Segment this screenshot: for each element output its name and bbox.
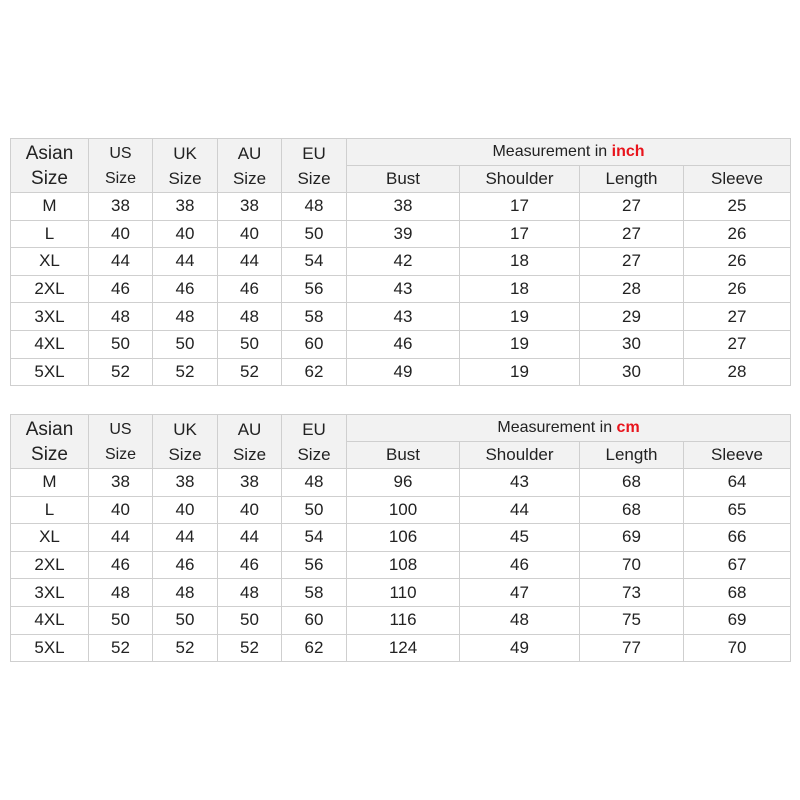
- length-cell: 69: [580, 524, 684, 552]
- asian-size-cell: 2XL: [11, 551, 89, 579]
- sleeve-cell: 70: [684, 634, 791, 662]
- us-size-cell: 52: [89, 634, 153, 662]
- bust-cell: 39: [347, 220, 460, 248]
- sleeve-cell: 27: [684, 330, 791, 358]
- uk-size-cell: 40: [153, 220, 218, 248]
- asian-size-cell: L: [11, 496, 89, 524]
- asian-size-header-line2: Size: [31, 167, 68, 189]
- us-size-cell: 50: [89, 606, 153, 634]
- eu-size-cell: 50: [282, 220, 347, 248]
- sleeve-cell: 65: [684, 496, 791, 524]
- measurement-header-prefix: Measurement in: [492, 143, 608, 160]
- shoulder-cell: 45: [460, 524, 580, 552]
- table-row: [11, 248, 791, 276]
- au-size-cell: 50: [218, 606, 282, 634]
- us-size-cell: 52: [89, 358, 153, 386]
- length-cell: 77: [580, 634, 684, 662]
- measurement-header: [347, 415, 791, 442]
- sleeve-cell: 26: [684, 248, 791, 276]
- shoulder-cell: 19: [460, 303, 580, 331]
- table-row: [11, 193, 791, 221]
- bust-cell: 116: [347, 606, 460, 634]
- au-size-cell: 52: [218, 358, 282, 386]
- us-size-header: [89, 139, 153, 193]
- au-size-header-line2: Size: [232, 444, 267, 464]
- length-cell: 30: [580, 330, 684, 358]
- us-size-cell: 44: [89, 248, 153, 276]
- asian-size-header-line1: Asian: [25, 418, 74, 440]
- us-size-header-line2: Size: [104, 445, 137, 463]
- asian-size-header-line2: Size: [31, 443, 68, 465]
- eu-size-header-line1: EU: [302, 419, 326, 439]
- table-row: [11, 358, 791, 386]
- length-cell: 30: [580, 358, 684, 386]
- bust-cell: 43: [347, 303, 460, 331]
- sleeve-cell: 26: [684, 220, 791, 248]
- bust-cell: 108: [347, 551, 460, 579]
- asian-size-header: [11, 139, 89, 193]
- length-cell: 70: [580, 551, 684, 579]
- sleeve-cell: 69: [684, 606, 791, 634]
- uk-size-cell: 40: [153, 496, 218, 524]
- length-cell: 29: [580, 303, 684, 331]
- bust-header: Bust: [347, 166, 460, 193]
- asian-size-cell: 4XL: [11, 606, 89, 634]
- au-size-header-line1: AU: [237, 419, 262, 439]
- us-size-cell: 48: [89, 579, 153, 607]
- shoulder-cell: 17: [460, 220, 580, 248]
- eu-size-header-line1: EU: [302, 143, 326, 163]
- sleeve-cell: 28: [684, 358, 791, 386]
- eu-size-header: [282, 139, 347, 193]
- uk-size-header: [153, 139, 218, 193]
- us-size-cell: 40: [89, 496, 153, 524]
- table-row: [11, 220, 791, 248]
- shoulder-cell: 46: [460, 551, 580, 579]
- bust-cell: 49: [347, 358, 460, 386]
- asian-size-cell: 3XL: [11, 579, 89, 607]
- uk-size-cell: 52: [153, 358, 218, 386]
- us-size-cell: 44: [89, 524, 153, 552]
- au-size-cell: 44: [218, 248, 282, 276]
- uk-size-cell: 52: [153, 634, 218, 662]
- uk-size-header-line2: Size: [168, 444, 202, 464]
- table-row: [11, 606, 791, 634]
- length-cell: 68: [580, 469, 684, 497]
- uk-size-cell: 48: [153, 579, 218, 607]
- measurement-header-prefix: Measurement in: [497, 419, 613, 436]
- asian-size-cell: XL: [11, 524, 89, 552]
- bust-header: Bust: [347, 442, 460, 469]
- uk-size-cell: 44: [153, 524, 218, 552]
- length-cell: 75: [580, 606, 684, 634]
- us-size-header-line2: Size: [104, 169, 137, 187]
- eu-size-cell: 60: [282, 330, 347, 358]
- au-size-cell: 48: [218, 579, 282, 607]
- us-size-cell: 48: [89, 303, 153, 331]
- measurement-header: [347, 139, 791, 166]
- length-cell: 27: [580, 220, 684, 248]
- asian-size-header: [11, 415, 89, 469]
- asian-size-header-line1: Asian: [25, 142, 74, 164]
- uk-size-cell: 46: [153, 275, 218, 303]
- eu-size-cell: 58: [282, 303, 347, 331]
- table-row: [11, 579, 791, 607]
- table-row: [11, 524, 791, 552]
- table-row: [11, 330, 791, 358]
- eu-size-cell: 58: [282, 579, 347, 607]
- au-size-header-line1: AU: [237, 143, 262, 163]
- shoulder-cell: 18: [460, 275, 580, 303]
- au-size-cell: 40: [218, 220, 282, 248]
- header-row-top: [11, 139, 791, 166]
- eu-size-header: [282, 415, 347, 469]
- eu-size-cell: 48: [282, 469, 347, 497]
- length-header: Length: [580, 166, 684, 193]
- eu-size-header-line2: Size: [297, 444, 331, 464]
- shoulder-header: Shoulder: [460, 166, 580, 193]
- asian-size-cell: 4XL: [11, 330, 89, 358]
- uk-size-cell: 46: [153, 551, 218, 579]
- uk-size-header-line1: UK: [173, 419, 197, 439]
- us-size-cell: 40: [89, 220, 153, 248]
- sleeve-cell: 64: [684, 469, 791, 497]
- eu-size-cell: 56: [282, 551, 347, 579]
- uk-size-header-line2: Size: [168, 168, 202, 188]
- table-row: [11, 275, 791, 303]
- shoulder-cell: 43: [460, 469, 580, 497]
- asian-size-cell: L: [11, 220, 89, 248]
- au-size-cell: 38: [218, 469, 282, 497]
- asian-size-cell: 5XL: [11, 358, 89, 386]
- table-row: [11, 469, 791, 497]
- asian-size-cell: 3XL: [11, 303, 89, 331]
- shoulder-cell: 19: [460, 358, 580, 386]
- shoulder-cell: 19: [460, 330, 580, 358]
- size-chart-inch-table: [10, 138, 791, 386]
- bust-cell: 42: [347, 248, 460, 276]
- bust-cell: 96: [347, 469, 460, 497]
- au-size-cell: 40: [218, 496, 282, 524]
- asian-size-cell: 2XL: [11, 275, 89, 303]
- sleeve-cell: 26: [684, 275, 791, 303]
- eu-size-header-line2: Size: [297, 168, 331, 188]
- us-size-header-line1: US: [109, 144, 132, 162]
- au-size-header-line2: Size: [232, 168, 267, 188]
- us-size-cell: 38: [89, 193, 153, 221]
- shoulder-header: Shoulder: [460, 442, 580, 469]
- us-size-cell: 38: [89, 469, 153, 497]
- length-header: Length: [580, 442, 684, 469]
- au-size-cell: 38: [218, 193, 282, 221]
- asian-size-cell: XL: [11, 248, 89, 276]
- us-size-cell: 50: [89, 330, 153, 358]
- sleeve-header: Sleeve: [684, 166, 791, 193]
- uk-size-cell: 50: [153, 606, 218, 634]
- uk-size-header: [153, 415, 218, 469]
- size-chart-cm-table: [10, 414, 791, 662]
- bust-cell: 46: [347, 330, 460, 358]
- uk-size-cell: 38: [153, 193, 218, 221]
- shoulder-cell: 49: [460, 634, 580, 662]
- au-size-cell: 44: [218, 524, 282, 552]
- au-size-cell: 46: [218, 551, 282, 579]
- bust-cell: 110: [347, 579, 460, 607]
- shoulder-cell: 44: [460, 496, 580, 524]
- eu-size-cell: 48: [282, 193, 347, 221]
- sleeve-cell: 25: [684, 193, 791, 221]
- length-cell: 68: [580, 496, 684, 524]
- us-size-header: [89, 415, 153, 469]
- eu-size-cell: 60: [282, 606, 347, 634]
- eu-size-cell: 62: [282, 358, 347, 386]
- uk-size-cell: 44: [153, 248, 218, 276]
- au-size-cell: 50: [218, 330, 282, 358]
- eu-size-cell: 54: [282, 524, 347, 552]
- us-size-cell: 46: [89, 551, 153, 579]
- au-size-cell: 46: [218, 275, 282, 303]
- bust-cell: 38: [347, 193, 460, 221]
- shoulder-cell: 17: [460, 193, 580, 221]
- table-row: [11, 551, 791, 579]
- sleeve-header: Sleeve: [684, 442, 791, 469]
- eu-size-cell: 62: [282, 634, 347, 662]
- bust-cell: 43: [347, 275, 460, 303]
- length-cell: 27: [580, 248, 684, 276]
- bust-cell: 106: [347, 524, 460, 552]
- eu-size-cell: 56: [282, 275, 347, 303]
- sleeve-cell: 27: [684, 303, 791, 331]
- length-cell: 27: [580, 193, 684, 221]
- asian-size-cell: M: [11, 193, 89, 221]
- bust-cell: 124: [347, 634, 460, 662]
- sleeve-cell: 67: [684, 551, 791, 579]
- bust-cell: 100: [347, 496, 460, 524]
- us-size-cell: 46: [89, 275, 153, 303]
- au-size-cell: 48: [218, 303, 282, 331]
- shoulder-cell: 18: [460, 248, 580, 276]
- eu-size-cell: 54: [282, 248, 347, 276]
- us-size-header-line1: US: [109, 420, 132, 438]
- shoulder-cell: 47: [460, 579, 580, 607]
- measurement-unit-label: inch: [611, 143, 645, 160]
- measurement-unit-label: cm: [616, 419, 640, 436]
- au-size-header: [218, 139, 282, 193]
- sleeve-cell: 68: [684, 579, 791, 607]
- shoulder-cell: 48: [460, 606, 580, 634]
- length-cell: 73: [580, 579, 684, 607]
- au-size-header: [218, 415, 282, 469]
- table-row: [11, 303, 791, 331]
- asian-size-cell: 5XL: [11, 634, 89, 662]
- table-row: [11, 496, 791, 524]
- length-cell: 28: [580, 275, 684, 303]
- uk-size-header-line1: UK: [173, 143, 197, 163]
- uk-size-cell: 48: [153, 303, 218, 331]
- asian-size-cell: M: [11, 469, 89, 497]
- sleeve-cell: 66: [684, 524, 791, 552]
- au-size-cell: 52: [218, 634, 282, 662]
- uk-size-cell: 50: [153, 330, 218, 358]
- uk-size-cell: 38: [153, 469, 218, 497]
- table-row: [11, 634, 791, 662]
- eu-size-cell: 50: [282, 496, 347, 524]
- header-row-top: [11, 415, 791, 442]
